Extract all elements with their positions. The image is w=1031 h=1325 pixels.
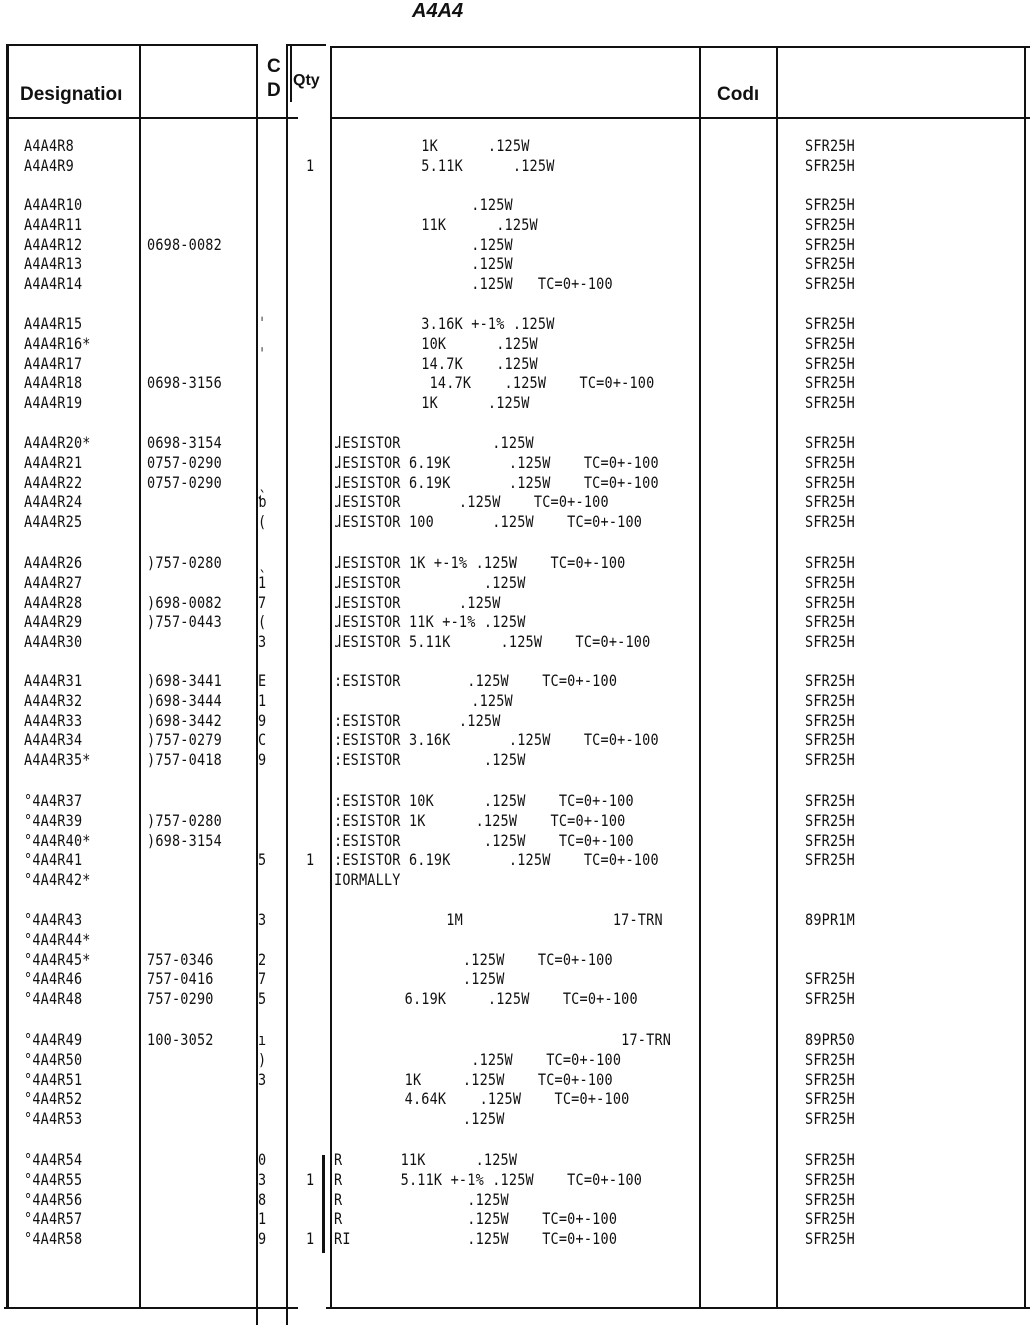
cell-code: SFR25H bbox=[805, 473, 855, 492]
cell-cd: 9 bbox=[258, 751, 267, 770]
cell-code: SFR25H bbox=[805, 691, 855, 711]
cell-part: )757-0279 bbox=[147, 731, 222, 750]
cell-cd: ( bbox=[258, 613, 267, 632]
cell-des: A4A4R9 bbox=[24, 156, 74, 176]
qty-header: Qty bbox=[293, 72, 320, 89]
cell-code: SFR25H bbox=[805, 554, 855, 573]
cell-des: A4A4R20* bbox=[24, 434, 91, 453]
cell-code: SFR25H bbox=[805, 990, 855, 1009]
cell-desc: .125W bbox=[338, 235, 513, 254]
cell-desc: ɺESISTOR 5.11K .125W TC=0+-100 bbox=[334, 633, 651, 652]
cell-des: A4A4R31 bbox=[24, 672, 83, 691]
cell-cd: 8 bbox=[258, 1190, 267, 1209]
col-divider-0 bbox=[6, 44, 9, 1309]
cell-code: SFR25H bbox=[805, 453, 855, 473]
cell-cd: 1 bbox=[258, 691, 267, 711]
cell-code: SFR25H bbox=[805, 354, 855, 373]
cell-code: SFR25H bbox=[805, 275, 855, 294]
cell-des: A4A4R10 bbox=[24, 196, 83, 215]
cell-desc: .125W bbox=[338, 1110, 505, 1129]
cell-des: °4A4R48 bbox=[24, 990, 83, 1009]
col-divider-6 bbox=[776, 46, 778, 1308]
cell-des: A4A4R25 bbox=[24, 513, 83, 532]
cell-des: °4A4R40* bbox=[24, 831, 91, 850]
cell-des: A4A4R14 bbox=[24, 275, 83, 294]
cell-code: SFR25H bbox=[805, 613, 855, 632]
cell-des: A4A4R13 bbox=[24, 255, 83, 274]
cell-code: SFR25H bbox=[805, 731, 855, 750]
cell-code: SFR25H bbox=[805, 334, 855, 354]
cell-des: A4A4R33 bbox=[24, 711, 83, 730]
cell-part: )757-0280 bbox=[147, 811, 222, 831]
cell-qty: 1 bbox=[306, 851, 315, 870]
table-top-rule-mid bbox=[286, 44, 326, 46]
cell-desc: .125W bbox=[338, 691, 513, 711]
cell-part: 757-0290 bbox=[147, 990, 214, 1009]
cell-desc: 5.11K .125W bbox=[338, 156, 555, 176]
cell-des: °4A4R58 bbox=[24, 1230, 83, 1249]
cell-cd: 1 bbox=[258, 573, 267, 593]
col-divider-3b bbox=[290, 46, 292, 102]
cell-des: °4A4R53 bbox=[24, 1110, 83, 1129]
cell-des: °4A4R43 bbox=[24, 911, 83, 930]
cell-des: °4A4R57 bbox=[24, 1210, 83, 1229]
cell-code: SFR25H bbox=[805, 156, 855, 176]
cell-des: °4A4R55 bbox=[24, 1170, 83, 1190]
cell-code: SFR25H bbox=[805, 1210, 855, 1229]
cell-cd: 9 bbox=[258, 1230, 267, 1249]
cell-des: °4A4R39 bbox=[24, 811, 83, 831]
cell-code: SFR25H bbox=[805, 513, 855, 532]
col-divider-5 bbox=[699, 46, 701, 1308]
cell-cd: C bbox=[258, 731, 267, 750]
cell-desc: :ESISTOR 10K .125W TC=0+-100 bbox=[334, 792, 634, 811]
cell-code: SFR25H bbox=[805, 196, 855, 215]
cell-cd: 9 bbox=[258, 711, 267, 730]
cell-code: SFR25H bbox=[805, 215, 855, 235]
cell-qty: 1 bbox=[306, 1230, 315, 1249]
cell-des: °4A4R45* bbox=[24, 950, 91, 969]
cell-des: A4A4R32 bbox=[24, 691, 83, 711]
cell-code: SFR25H bbox=[805, 633, 855, 652]
cell-des: °4A4R54 bbox=[24, 1151, 83, 1170]
cell-part: 0698-3154 bbox=[147, 434, 222, 453]
cell-desc: .125W TC=0+-100 bbox=[338, 275, 613, 294]
cell-desc: ɺESISTOR 100 .125W TC=0+-100 bbox=[334, 513, 643, 532]
cell-des: °4A4R44* bbox=[24, 930, 91, 950]
cell-part: 0698-3156 bbox=[147, 374, 222, 393]
cell-des: A4A4R35* bbox=[24, 751, 91, 770]
cell-cd: ˌ bbox=[258, 334, 267, 354]
table-top-rule-right bbox=[330, 46, 1030, 48]
cell-desc: ɺESISTOR .125W bbox=[334, 434, 534, 453]
cell-desc: ɺESISTOR 6.19K .125W TC=0+-100 bbox=[334, 473, 659, 492]
cell-desc: :ESISTOR .125W bbox=[334, 751, 526, 770]
cell-part: )698-0082 bbox=[147, 593, 222, 612]
cell-part: )757-0443 bbox=[147, 613, 222, 632]
cell-code: SFR25H bbox=[805, 434, 855, 453]
cell-des: °4A4R49 bbox=[24, 1031, 83, 1050]
cell-des: A4A4R30 bbox=[24, 633, 83, 652]
cell-desc: 4.64K .125W TC=0+-100 bbox=[338, 1090, 630, 1109]
header-bottom-rule-mid bbox=[256, 117, 298, 119]
cell-des: A4A4R22 bbox=[24, 473, 83, 492]
col-divider-1 bbox=[139, 44, 141, 1309]
header-bottom-rule-right bbox=[330, 117, 1030, 119]
cell-desc: ɺESISTOR 11K +-1% .125W bbox=[334, 613, 526, 632]
cell-desc: 1M 17-TRN bbox=[338, 911, 663, 930]
designation-header: Designatioı bbox=[20, 84, 123, 105]
cell-code: SFR25H bbox=[805, 1151, 855, 1170]
cell-desc: 17-TRN bbox=[338, 1031, 672, 1050]
cell-cd: ı bbox=[258, 1031, 267, 1050]
cell-des: A4A4R8 bbox=[24, 137, 74, 156]
col-divider-7 bbox=[1024, 46, 1026, 1308]
cell-desc: R 11K .125W bbox=[334, 1151, 518, 1170]
cell-desc: 1K .125W bbox=[338, 137, 530, 156]
cell-des: °4A4R50 bbox=[24, 1050, 83, 1070]
cell-code: 89PR1M bbox=[805, 911, 855, 930]
col-divider-4b bbox=[322, 1155, 325, 1253]
cell-des: A4A4R19 bbox=[24, 394, 83, 413]
cell-qty: 1 bbox=[306, 156, 315, 176]
cell-code: SFR25H bbox=[805, 493, 855, 512]
cell-code: SFR25H bbox=[805, 970, 855, 989]
cell-code: SFR25H bbox=[805, 672, 855, 691]
cell-desc: :ESISTOR .125W TC=0+-100 bbox=[334, 831, 634, 850]
cell-desc: ɺESISTOR .125W bbox=[334, 573, 526, 593]
cell-cd: 0 bbox=[258, 1151, 267, 1170]
cell-part: 0757-0290 bbox=[147, 473, 222, 492]
cell-des: A4A4R24 bbox=[24, 493, 83, 512]
cd-header-top: C bbox=[267, 56, 281, 77]
table-bottom-rule-mid bbox=[256, 1307, 298, 1309]
cell-des: °4A4R42* bbox=[24, 871, 91, 890]
cell-desc: ɺESISTOR .125W bbox=[334, 593, 501, 612]
cell-code: SFR25H bbox=[805, 1230, 855, 1249]
cell-desc: 1K .125W TC=0+-100 bbox=[338, 1070, 613, 1089]
code-header: Codı bbox=[717, 84, 760, 105]
cell-des: A4A4R26 bbox=[24, 554, 83, 573]
cell-desc: 6.19K .125W TC=0+-100 bbox=[338, 990, 638, 1009]
cell-code: SFR25H bbox=[805, 394, 855, 413]
cell-des: A4A4R16* bbox=[24, 334, 91, 354]
cell-cd: ˎ bbox=[258, 554, 267, 573]
cell-desc: :ESISTOR 6.19K .125W TC=0+-100 bbox=[334, 851, 659, 870]
cell-code: SFR25H bbox=[805, 573, 855, 593]
cell-desc: :ESISTOR 3.16K .125W TC=0+-100 bbox=[334, 731, 659, 750]
cell-part: )757-0418 bbox=[147, 751, 222, 770]
cell-code: SFR25H bbox=[805, 235, 855, 254]
cell-desc: :ESISTOR .125W bbox=[334, 711, 501, 730]
cell-desc: 11K .125W bbox=[338, 215, 538, 235]
cell-code: SFR25H bbox=[805, 374, 855, 393]
cell-desc: .125W TC=0+-100 bbox=[338, 950, 613, 969]
cell-desc: :ESISTOR 1K .125W TC=0+-100 bbox=[334, 811, 626, 831]
cell-code: SFR25H bbox=[805, 792, 855, 811]
cell-des: °4A4R56 bbox=[24, 1190, 83, 1209]
cell-des: °4A4R46 bbox=[24, 970, 83, 989]
cell-part: 0757-0290 bbox=[147, 453, 222, 473]
header-bottom-rule-left bbox=[8, 117, 258, 119]
cell-cd: 5 bbox=[258, 851, 267, 870]
cell-cd: E bbox=[258, 672, 267, 691]
cell-cd: 3 bbox=[258, 633, 267, 652]
cell-desc: ɺESISTOR .125W TC=0+-100 bbox=[334, 493, 609, 512]
cell-code: SFR25H bbox=[805, 711, 855, 730]
cell-desc: 1K .125W bbox=[338, 394, 530, 413]
cell-desc: .125W bbox=[338, 970, 505, 989]
cell-des: A4A4R34 bbox=[24, 731, 83, 750]
cell-code: SFR25H bbox=[805, 751, 855, 770]
cell-code: SFR25H bbox=[805, 1110, 855, 1129]
table-bottom-rule-left bbox=[4, 1307, 258, 1309]
cell-desc: R .125W TC=0+-100 bbox=[334, 1210, 618, 1229]
cell-cd: ˈ bbox=[258, 315, 267, 334]
cell-desc: ɺESISTOR 1K +-1% .125W TC=0+-100 bbox=[334, 554, 626, 573]
cell-cd: 2 bbox=[258, 950, 267, 969]
cell-cd: 3 bbox=[258, 1070, 267, 1089]
table-bottom-rule-right bbox=[326, 1307, 1030, 1309]
cell-cd: ƅ bbox=[258, 493, 267, 512]
cell-cd: ˎ bbox=[258, 473, 267, 492]
cell-code: SFR25H bbox=[805, 851, 855, 870]
cell-desc: 14.7K .125W TC=0+-100 bbox=[338, 374, 655, 393]
cell-cd: 1 bbox=[258, 1210, 267, 1229]
cell-code: 89PR50 bbox=[805, 1031, 855, 1050]
cell-desc: IORMALLY bbox=[334, 871, 401, 890]
cell-cd: ( bbox=[258, 513, 267, 532]
cell-part: )757-0280 bbox=[147, 554, 222, 573]
cell-part: 757-0346 bbox=[147, 950, 214, 969]
cell-des: A4A4R21 bbox=[24, 453, 83, 473]
cell-code: SFR25H bbox=[805, 315, 855, 334]
cell-des: A4A4R17 bbox=[24, 354, 83, 373]
col-divider-4 bbox=[330, 46, 332, 1308]
cell-des: A4A4R18 bbox=[24, 374, 83, 393]
cell-des: A4A4R15 bbox=[24, 315, 83, 334]
cell-des: A4A4R27 bbox=[24, 573, 83, 593]
cell-cd: 5 bbox=[258, 990, 267, 1009]
cell-des: °4A4R51 bbox=[24, 1070, 83, 1089]
cell-cd: 7 bbox=[258, 970, 267, 989]
cell-code: SFR25H bbox=[805, 1050, 855, 1070]
cell-part: 100-3052 bbox=[147, 1031, 214, 1050]
cell-part: 757-0416 bbox=[147, 970, 214, 989]
cell-qty: 1 bbox=[306, 1170, 315, 1190]
cell-code: SFR25H bbox=[805, 593, 855, 612]
page-title: A4A4 bbox=[412, 0, 464, 22]
cell-part: )698-3154 bbox=[147, 831, 222, 850]
cell-code: SFR25H bbox=[805, 137, 855, 156]
cell-part: 0698-0082 bbox=[147, 235, 222, 254]
cd-header-bottom: D bbox=[267, 80, 281, 101]
cell-cd: 7 bbox=[258, 593, 267, 612]
cell-desc: R .125W bbox=[334, 1190, 509, 1209]
cell-desc: R 5.11K +-1% .125W TC=0+-100 bbox=[334, 1170, 643, 1190]
cell-desc: 3.16K +-1% .125W bbox=[338, 315, 555, 334]
col-divider-3 bbox=[286, 44, 288, 1325]
cell-des: °4A4R52 bbox=[24, 1090, 83, 1109]
cell-des: A4A4R29 bbox=[24, 613, 83, 632]
cell-desc: 10K .125W bbox=[338, 334, 538, 354]
cell-desc: :ESISTOR .125W TC=0+-100 bbox=[334, 672, 618, 691]
cell-code: SFR25H bbox=[805, 1190, 855, 1209]
cell-desc: RI .125W TC=0+-100 bbox=[334, 1230, 618, 1249]
cell-desc: 14.7K .125W bbox=[338, 354, 538, 373]
cell-des: A4A4R11 bbox=[24, 215, 83, 235]
cell-code: SFR25H bbox=[805, 1090, 855, 1109]
cell-code: SFR25H bbox=[805, 1070, 855, 1089]
cell-code: SFR25H bbox=[805, 831, 855, 850]
cell-cd: ) bbox=[258, 1050, 267, 1070]
cell-cd: 3 bbox=[258, 1170, 267, 1190]
cell-des: °4A4R41 bbox=[24, 851, 83, 870]
cell-des: °4A4R37 bbox=[24, 792, 83, 811]
cell-desc: ɺESISTOR 6.19K .125W TC=0+-100 bbox=[334, 453, 659, 473]
table-top-rule-left bbox=[8, 44, 258, 46]
cell-des: A4A4R28 bbox=[24, 593, 83, 612]
cell-part: )698-3441 bbox=[147, 672, 222, 691]
cell-des: A4A4R12 bbox=[24, 235, 83, 254]
cell-part: )698-3442 bbox=[147, 711, 222, 730]
cell-part: )698-3444 bbox=[147, 691, 222, 711]
cell-code: SFR25H bbox=[805, 255, 855, 274]
cell-desc: .125W bbox=[338, 196, 513, 215]
cell-code: SFR25H bbox=[805, 811, 855, 831]
cell-cd: 3 bbox=[258, 911, 267, 930]
cell-code: SFR25H bbox=[805, 1170, 855, 1190]
cell-desc: .125W bbox=[338, 255, 513, 274]
cell-desc: .125W TC=0+-100 bbox=[338, 1050, 622, 1070]
